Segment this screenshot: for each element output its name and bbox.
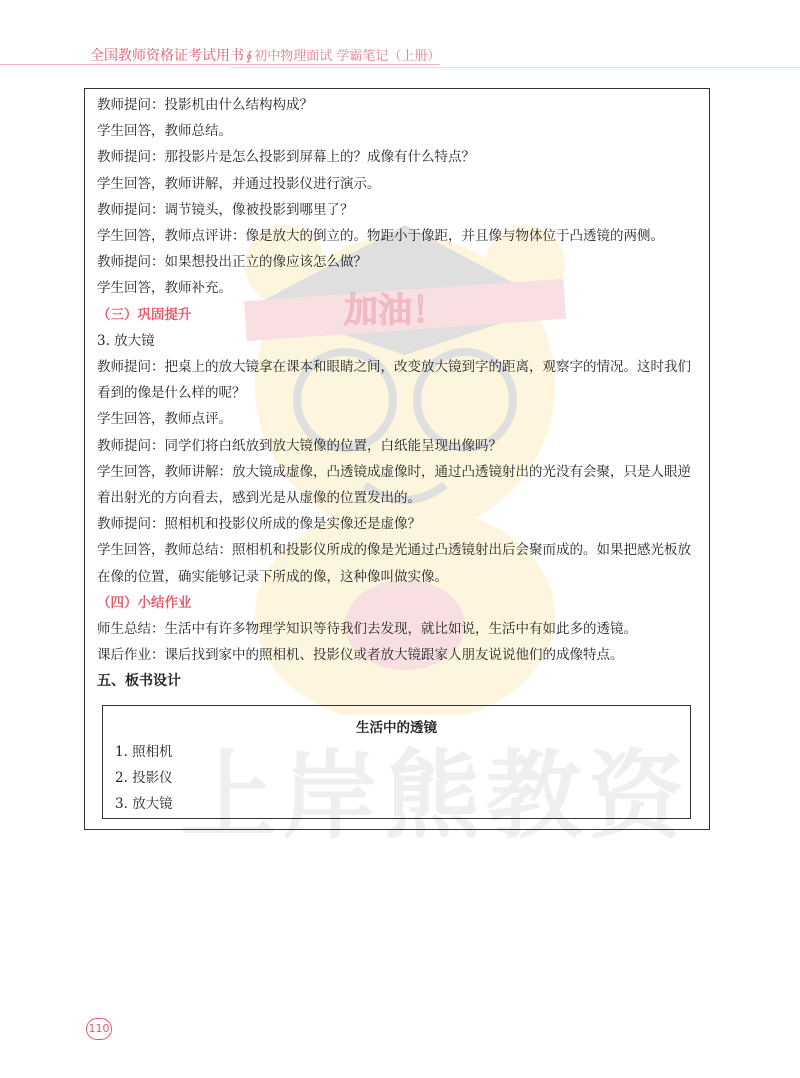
paragraph-line: 学生回答，教师总结。 [97, 123, 232, 140]
header-rule [0, 64, 440, 65]
board-design-box [102, 705, 691, 819]
header-separator-icon: ∮ [246, 49, 253, 63]
banner-watermark-text: 加油！ [344, 291, 446, 331]
section-heading-summary: （四）小结作业 [97, 594, 192, 611]
section-heading-board-design: 五、板书设计 [97, 673, 181, 690]
page-number: 110 [86, 1018, 112, 1040]
subheading-magnifier: 3. 放大镜 [97, 332, 155, 349]
paragraph: 学生回答，教师讲解：放大镜成虚像，凸透镜成虚像时，通过凸透镜射出的光没有会聚，只是人眼逆着出射光的方向看去，感到光是从虚像的位置发出的。 [97, 463, 691, 507]
page-header [0, 0, 800, 70]
paragraph-line: 师生总结：生活中有许多物理学知识等待我们去发现，就比如说，生活中有如此多的透镜。 [97, 621, 637, 638]
paragraph-line: 学生回答，教师讲解，并通过投影仪进行演示。 [97, 175, 381, 192]
brand-watermark-text: 上岸熊教资 [180, 740, 690, 852]
paragraph-line: 教师提问：同学们将白纸放到放大镜像的位置，白纸能呈现出像吗？ [97, 437, 502, 454]
paragraph-line: 学生回答，教师补充。 [97, 280, 232, 297]
board-item: 3. 放大镜 [115, 796, 173, 812]
paragraph-line: 教师提问：调节镜头，像被投影到哪里了？ [97, 201, 354, 218]
paragraph-line: 教师提问：照相机和投影仪所成的像是实像还是虚像？ [97, 516, 421, 533]
header-title [90, 45, 440, 65]
header-rule-secondary [230, 67, 800, 68]
board-title: 生活中的透镜 [356, 720, 437, 736]
paragraph-line: 学生回答，教师点评讲：像是放大的倒立的。物距小于像距，并且像与物体位于凸透镜的两侧。 [97, 228, 664, 245]
header-book-title: 全国教师资格证考试用书 [90, 48, 244, 64]
board-item: 1. 照相机 [115, 744, 173, 760]
lesson-content [97, 92, 697, 695]
paragraph-line: 学生回答，教师点评。 [97, 411, 232, 428]
paragraph-line: 教师提问：投影机由什么结构构成？ [97, 97, 313, 113]
paragraph: 教师提问：把桌上的放大镜拿在课本和眼睛之间，改变放大镜到字的距离，观察字的情况。这时我们看到的像是什么样的呢？ [97, 359, 691, 402]
section-heading-consolidate: （三）巩固提升 [97, 306, 192, 323]
paragraph-line: 课后作业：课后找到家中的照相机、投影仪或者放大镜跟家人朋友说说他们的成像特点。 [97, 647, 624, 664]
paragraph-line: 教师提问：那投影片是怎么投影到屏幕上的？成像有什么特点？ [97, 149, 475, 166]
paragraph-line: 教师提问：如果想投出正立的像应该怎么做？ [97, 254, 367, 271]
paragraph: 学生回答，教师总结：照相机和投影仪所成的像是光通过凸透镜射出后会聚而成的。如果把感光板放在像的位置，确实能够记录下所成的像，这种像叫做实像。 [97, 542, 691, 585]
board-item: 2. 投影仪 [115, 770, 173, 786]
header-subtitle: 初中物理面试 学霸笔记（上册） [254, 49, 441, 64]
